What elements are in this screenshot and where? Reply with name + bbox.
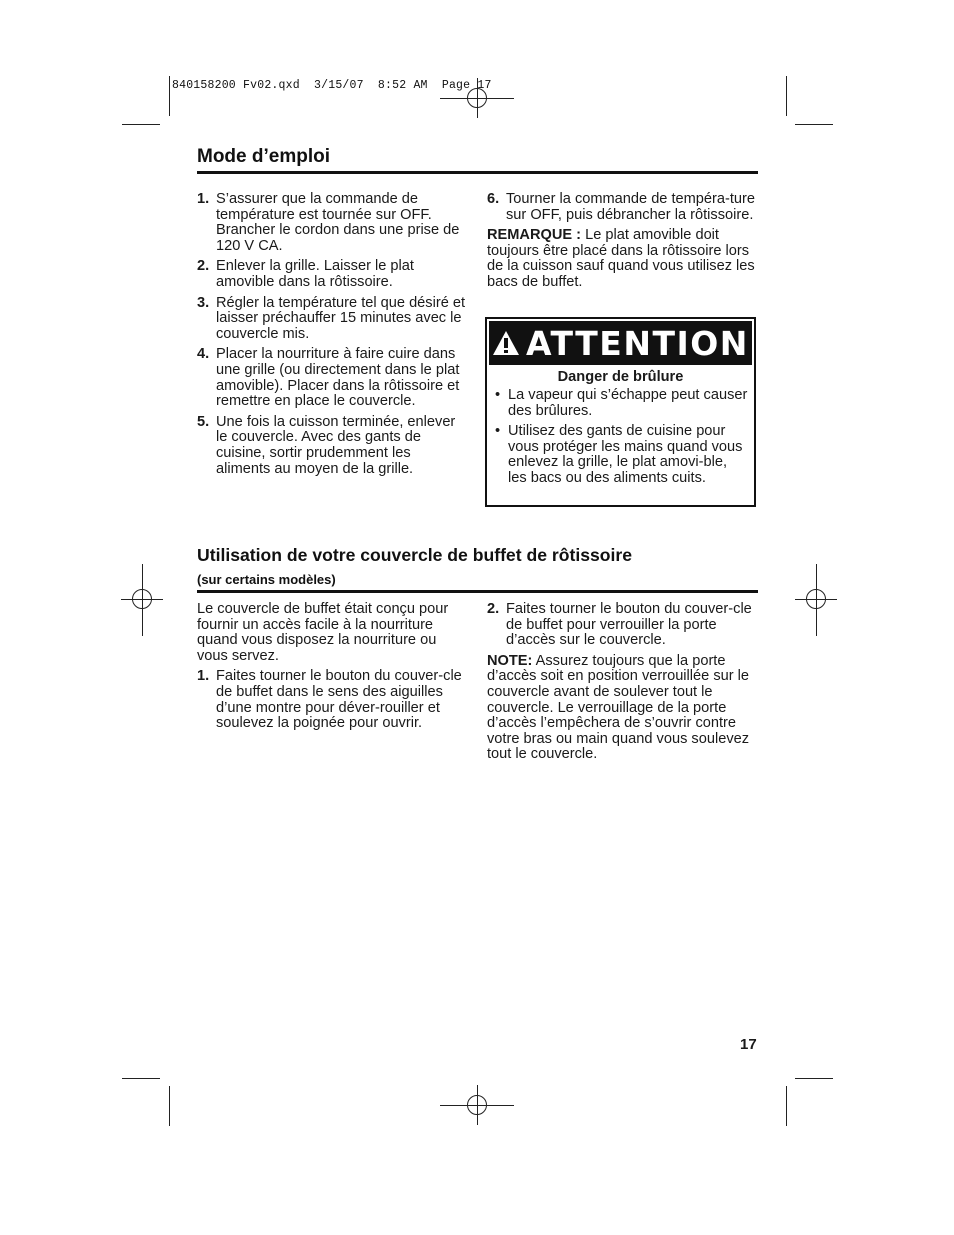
attention-title: ATTENTION bbox=[526, 323, 749, 363]
step-number: 5. bbox=[197, 413, 210, 430]
section-rule bbox=[197, 590, 758, 593]
crop-mark bbox=[122, 124, 160, 125]
remark-paragraph bbox=[487, 228, 757, 290]
step-item bbox=[197, 192, 469, 254]
step-text: Une fois la cuisson terminée, enlever le couvercle. Avec des gants de cuisine, sortir prudemment les aliments au moyen de la grille. bbox=[216, 413, 456, 477]
step-number: 6. bbox=[487, 191, 500, 207]
step-number: 4. bbox=[197, 346, 210, 363]
crop-mark bbox=[122, 1078, 160, 1079]
crop-mark bbox=[169, 1086, 170, 1126]
step-item bbox=[197, 296, 469, 343]
step-number: 1. bbox=[197, 668, 210, 685]
left-column bbox=[197, 192, 469, 482]
crop-mark bbox=[795, 124, 833, 125]
attention-subtitle: Danger de brûlure bbox=[557, 369, 684, 385]
step-item bbox=[487, 602, 757, 649]
crop-mark bbox=[795, 1078, 833, 1079]
attention-list bbox=[495, 388, 748, 492]
attention-bullet-text: La vapeur qui s’échappe peut causer des brûlures. bbox=[508, 387, 748, 419]
warning-triangle-icon bbox=[492, 330, 520, 356]
attention-bullet-text: Utilisez des gants de cuisine pour vous protéger les mains quand vous enlevez la grille, le plat amovi-ble, les bacs ou des aliments cuits. bbox=[508, 423, 743, 486]
step-list bbox=[487, 192, 757, 223]
step-number: 1. bbox=[197, 191, 210, 207]
step-item bbox=[487, 192, 757, 223]
page-number: 17 bbox=[740, 1036, 757, 1053]
intro-paragraph: Le couvercle de buffet était conçu pour fournir un accès facile à la nourriture quand vous disposez la nourriture ou vous servez. bbox=[197, 601, 449, 664]
registration-line bbox=[477, 1085, 478, 1125]
step-number: 3. bbox=[197, 294, 210, 311]
bullet-icon: • bbox=[495, 423, 501, 440]
note-label: NOTE: bbox=[487, 652, 533, 669]
step-item bbox=[197, 347, 469, 409]
crop-mark bbox=[169, 76, 170, 116]
step-list bbox=[197, 192, 469, 477]
right-column bbox=[487, 192, 757, 296]
step-number: 2. bbox=[197, 258, 210, 275]
registration-line bbox=[816, 564, 817, 636]
section-rule bbox=[197, 171, 758, 174]
print-slug: 840158200 Fv02.qxd 3/15/07 8:52 AM Page 17 bbox=[172, 79, 492, 92]
attention-banner bbox=[489, 321, 752, 365]
bullet-icon: • bbox=[495, 387, 501, 403]
step-list bbox=[197, 669, 469, 731]
step-item bbox=[197, 669, 469, 731]
step-text: Enlever la grille. Laisser le plat amovible dans la rôtissoire. bbox=[216, 258, 414, 290]
right-column bbox=[487, 602, 757, 768]
registration-line bbox=[142, 564, 143, 636]
section-title: Mode d’emploi bbox=[197, 146, 330, 167]
step-text: Faites tourner le bouton du couver-cle de buffet dans le sens des aiguilles d’une montre pour déver-rouiller et soulevez la poignée pour ouvrir. bbox=[216, 668, 462, 732]
step-number: 2. bbox=[487, 601, 500, 617]
remark-text: Le plat amovible doit toujours être placé dans la rôtissoire lors de la cuisson sauf quand vous utilisez les bacs de buffet. bbox=[487, 227, 755, 290]
step-text: Régler la température tel que désiré et laisser préchauffer 15 minutes avec le couvercle mis. bbox=[216, 294, 466, 342]
remark-label: REMARQUE : bbox=[487, 227, 582, 244]
note-text: Assurez toujours que la porte d’accès soit en position verrouillée sur le couvercle avant de soulever tout le couvercle. Le verrouillage de la porte d’accès l’empêchera de s’ouvrir contre votre bras ou main quand vous soulevez tout le couvercle. bbox=[487, 652, 750, 763]
attention-bullet bbox=[495, 388, 748, 419]
section-subtitle: (sur certains modèles) bbox=[197, 572, 336, 587]
attention-bullet bbox=[495, 424, 748, 486]
step-item bbox=[197, 259, 469, 290]
step-list bbox=[487, 602, 757, 649]
step-text: S’assurer que la commande de température est tournée sur OFF. Brancher le cordon dans une prise de 120 V CA. bbox=[216, 191, 460, 254]
crop-mark bbox=[786, 76, 787, 116]
crop-mark bbox=[786, 1086, 787, 1126]
step-text: Placer la nourriture à faire cuire dans une grille (ou directement dans le plat amovible). Placer dans la rôtissoire et remettre en place le couvercle. bbox=[216, 346, 460, 410]
left-column bbox=[197, 602, 469, 737]
step-text: Faites tourner le bouton du couver-cle de buffet pour verrouiller la porte d’accès sur le couvercle. bbox=[506, 601, 752, 649]
note-paragraph bbox=[487, 654, 757, 763]
step-text: Tourner la commande de tempéra-ture sur OFF, puis débrancher la rôtissoire. bbox=[506, 191, 756, 223]
section-title: Utilisation de votre couvercle de buffet de rôtissoire bbox=[197, 545, 633, 565]
step-item bbox=[197, 415, 469, 477]
attention-box bbox=[485, 317, 756, 507]
